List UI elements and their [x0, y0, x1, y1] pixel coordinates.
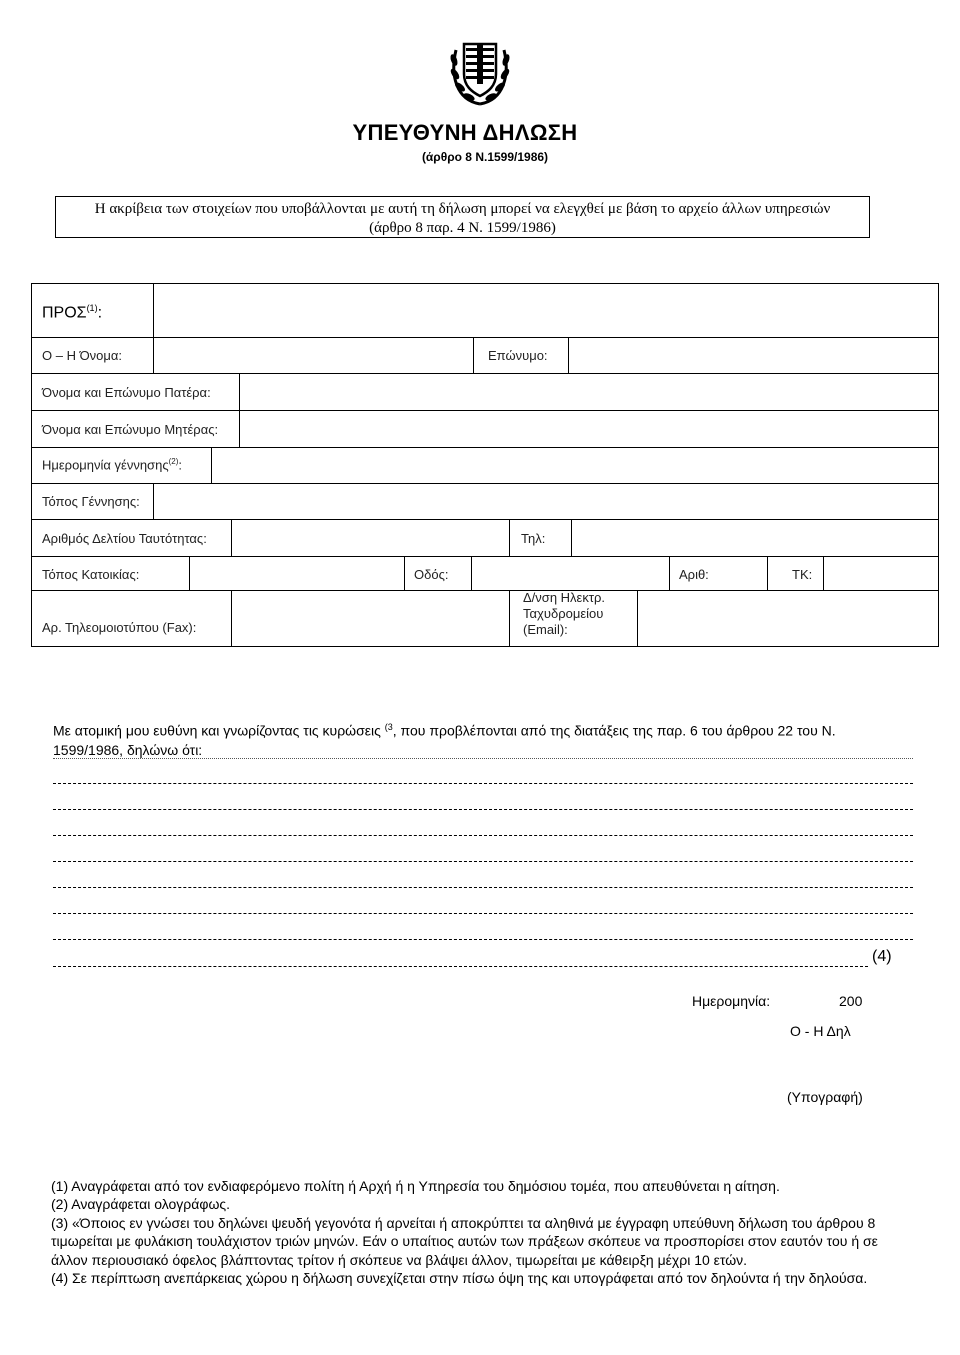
footnote-4: (4) Σε περίπτωση ανεπάρκειας χώρου η δήλωση συνεχίζεται στην πίσω όψη της και υπογράφεται από τον δηλούντα ή την δηλούσα.	[51, 1270, 868, 1287]
date-year: 200	[839, 993, 863, 1009]
birth-date-label: Ημερομηνία γέννησης$^{(2)}$:	[42, 457, 182, 473]
declarant-label: Ο - Η Δηλ	[790, 1023, 851, 1039]
notice-line-2: (άρθρο 8 παρ. 4 Ν. 1599/1986)	[369, 220, 556, 236]
addressee-label: ΠΡΟΣ$^{(1)}$:	[42, 303, 103, 322]
father-name-label: Όνομα και Επώνυμο Πατέρα:	[42, 385, 211, 400]
footnote-1: (1) Αναγράφεται από τον ενδιαφερόμενο πολίτη ή Αρχή ή η Υπηρεσία του δημόσιου τομέα, που απευθύνεται η αίτηση.	[51, 1178, 780, 1194]
surname-label: Επώνυμο:	[488, 348, 548, 363]
declaration-line	[53, 939, 913, 940]
notice-line-1: Η ακρίβεια των στοιχείων που υποβάλλονται με αυτή τη δήλωση μπορεί να ελεγχθεί με βάση το αρχείο άλλων υπηρεσιών	[94, 201, 831, 217]
declaration-line	[53, 913, 913, 914]
declaration-line	[53, 861, 913, 862]
declaration-line	[53, 966, 868, 967]
footnote-3: (3) «Όποιος εν γνώσει του δηλώνει ψευδή γεγονότα ή αρνείται ή αποκρύπτει τα αληθινά με έγγραφη υπεύθυνη δήλωση του άρθρου 8 τιμωρείται με φυλάκιση τουλάχιστον τριών μηνών. Εάν ο υπαίτιος αυτών των πράξεων σκόπευε να προσπορίσει στον εαυτόν του ή σε άλλον περιουσιακό όφελος βλάπτοντας τρίτον ή σκόπευε να βλάψει άλλον, τιμωρείται με κάθειρξη μέχρι 10 ετών.	[51, 1214, 878, 1268]
greek-emblem-icon	[448, 30, 512, 108]
first-name-label: Ο – Η Όνομα:	[42, 348, 122, 363]
id-number-label: Αριθμός Δελτίου Ταυτότητας:	[42, 531, 207, 546]
declaration-line	[53, 835, 913, 836]
declaration-text: Με ατομική μου ευθύνη και γνωρίζοντας τις κυρώσεις $^{(3}$, που προβλέπονται από της διατάξεις της παρ. 6 του άρθρου 22 του Ν. 1599/1986, δηλώνω ότι:	[53, 722, 836, 758]
email-label: Δ/νση Ηλεκτρ. Ταχυδρομείου (Email):	[523, 590, 605, 637]
document-subtitle: (άρθρο 8 Ν.1599/1986)	[421, 150, 549, 164]
postal-code-label: ΤΚ:	[792, 567, 813, 582]
declaration-line	[53, 758, 913, 759]
declaration-line	[53, 783, 913, 784]
verification-notice	[55, 196, 870, 238]
fax-label: Αρ. Τηλεομοιοτύπου (Fax):	[42, 620, 197, 635]
street-label: Οδός:	[414, 567, 449, 582]
footnote-2: (2) Αναγράφεται ολογράφως.	[51, 1196, 231, 1213]
continuation-note-mark: (4)	[872, 948, 892, 965]
document-title: ΥΠΕΥΘΥΝΗ ΔΗΛΩΣΗ	[352, 120, 578, 145]
mother-name-label: Όνομα και Επώνυμο Μητέρας:	[42, 422, 219, 437]
birth-place-label: Τόπος Γέννησης:	[42, 494, 140, 509]
declaration-line	[53, 887, 913, 888]
signature-label: (Υπογραφή)	[787, 1089, 863, 1105]
phone-label: Τηλ:	[521, 531, 546, 546]
date-label: Ημερομηνία:	[692, 993, 771, 1009]
number-label: Αριθ:	[679, 567, 709, 582]
residence-label: Τόπος Κατοικίας:	[42, 567, 140, 582]
footnotes	[51, 1177, 911, 1287]
declaration-line	[53, 809, 913, 810]
personal-details-form	[31, 283, 939, 646]
